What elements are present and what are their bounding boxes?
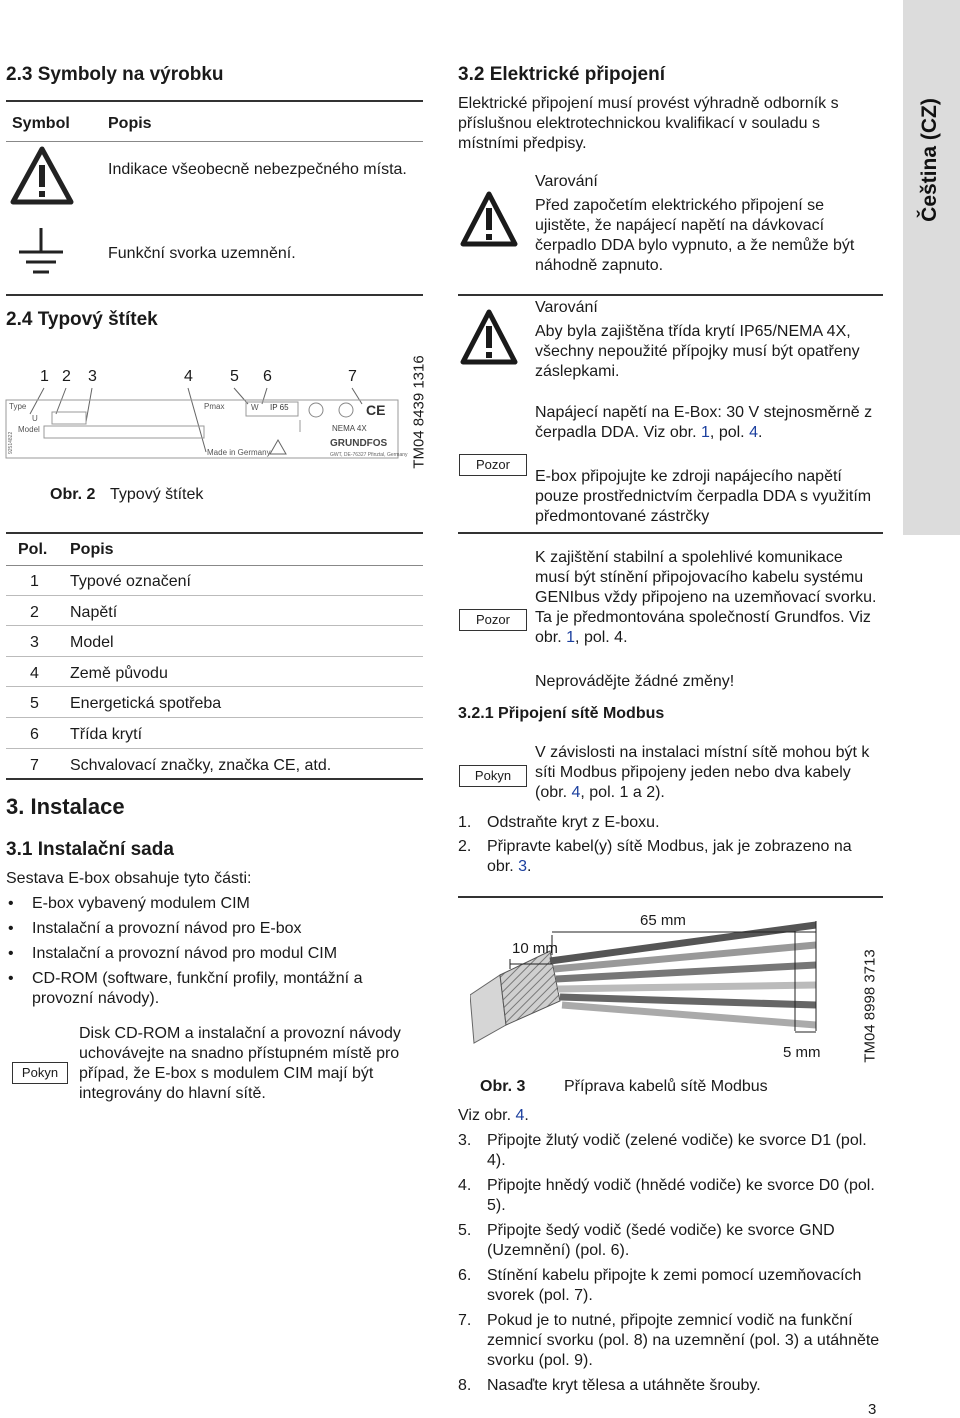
caution-label-1: Pozor: [459, 454, 527, 476]
table-row: [6, 749, 423, 781]
list-item: • E-box vybavený modulem CIM: [32, 894, 412, 914]
plate-brand-logo: GRUNDFOS: [330, 438, 388, 449]
see-figure-4: [458, 1106, 529, 1126]
row-text: Typové označení: [70, 573, 191, 590]
page-number: 3: [868, 1401, 877, 1418]
warning-icon-1: [459, 190, 519, 255]
electrical-intro: Elektrické připojení musí provést výhradně odborník s příslušnou elektrotechnickou kvalifikací v souladu s místními předpisy.: [458, 95, 839, 152]
row-number: 5: [30, 695, 39, 713]
list-item: [458, 1266, 882, 1306]
section-2-4-rule: [6, 294, 423, 296]
caution-1-text-c: .: [757, 424, 763, 441]
step-number: 7.: [458, 1312, 472, 1329]
caution-2-text-a: K zajištění stabilní a spolehlivé komunikace musí být stínění připojovacího kabelu systému GENIbus vždy připojeno na uzemňovací svorku. Ta je předmontována společností Grundfos. Viz obr.: [535, 549, 877, 646]
list-item: • CD-ROM (software, funkční profily, montážní a provozní návody).: [32, 969, 412, 1009]
figure-2-code: TM04 8439 1316: [410, 355, 428, 469]
caution-1-paragraph-2: E-box připojujte ke zdroji napájecího napětí pouze prostřednictvím čerpadla DDA s využitím předmontované zástrčky: [535, 468, 872, 525]
list-item: [458, 1376, 882, 1396]
warning-separator: [458, 294, 883, 296]
step-number: 2.: [458, 838, 472, 855]
figure-3-code: TM04 8998 3713: [861, 949, 879, 1063]
step-text: Odstraňte kryt z E-boxu.: [487, 814, 660, 831]
plate-made-label: Made in Germany: [207, 448, 271, 457]
table-row: [6, 565, 423, 596]
row-number: 7: [30, 756, 39, 774]
step-text: Pokud je to nutné, připojte zemnicí vodič na funkční zemnicí svorku (pol. 8) na uzemnění (pol. 3) a utáhněte svorku (pol. 9).: [487, 1312, 880, 1369]
figure-3-top-rule: [458, 896, 883, 898]
modbus-note: [535, 743, 880, 803]
warning-2-heading: Varování: [535, 299, 598, 316]
row-text: Energetická spotřeba: [70, 695, 222, 713]
modbus-note-text-a: V závislosti na instalaci místní sítě mohou být k síti Modbus připojeny jeden nebo dva kabely (obr.: [535, 744, 870, 801]
popis-column-header: Popis: [108, 115, 152, 132]
step-number: 1.: [458, 814, 472, 831]
table-row: [6, 657, 423, 688]
see-text: Viz obr.: [458, 1107, 516, 1124]
row-number: 4: [30, 664, 39, 682]
table-row: [6, 626, 423, 657]
figure-3-caption-label: Obr. 3: [480, 1078, 526, 1095]
language-tab-label: Čeština (CZ): [918, 98, 941, 222]
symbol-row-2-text: Funkční svorka uzemnění.: [108, 245, 296, 262]
caution-label-2: Pozor: [459, 609, 527, 631]
table-row: [6, 596, 423, 627]
symbol-column-header: Symbol: [12, 115, 70, 132]
section-3-2-1-title: 3.2.1 Připojení sítě Modbus: [458, 705, 665, 722]
plate-type-label: Type: [9, 402, 27, 411]
pos-popis-column-header: Popis: [70, 541, 114, 558]
plate-nema-label: NEMA 4X: [332, 424, 367, 433]
figure-3-caption-text: Příprava kabelů sítě Modbus: [564, 1078, 768, 1095]
plate-callout-5: 5: [230, 368, 239, 385]
list-item: [458, 1221, 882, 1261]
step-text: Nasaďte kryt tělesa a utáhněte šrouby.: [487, 1377, 761, 1394]
figure-1-link[interactable]: 1: [566, 629, 576, 646]
caution-2-paragraph-2: Neprovádějte žádné změny!: [535, 673, 735, 690]
note-label-pokyn: Pokyn: [12, 1062, 68, 1084]
table-row: [6, 718, 423, 749]
figure-3-link[interactable]: 3: [518, 858, 528, 875]
step-number: 8.: [458, 1377, 472, 1394]
list-item: • Instalační a provozní návod pro modul CIM: [32, 944, 412, 964]
list-item: [458, 837, 882, 877]
functional-earth-icon: [15, 226, 67, 281]
caution-1-paragraph-1: [535, 403, 880, 443]
caution-2-paragraph-1: [535, 548, 880, 648]
position-4-link[interactable]: 4: [749, 424, 758, 441]
row-number: 6: [30, 725, 39, 743]
plate-callout-6: 6: [263, 368, 272, 385]
row-number: 2: [30, 603, 39, 621]
step-number: 3.: [458, 1132, 472, 1149]
installation-kit-list: [32, 894, 412, 1014]
plate-callout-4: 4: [184, 368, 193, 385]
table-top-rule: [6, 100, 423, 102]
language-tab: [903, 0, 960, 535]
caution-1-text-b: , pol.: [709, 424, 750, 441]
row-text: Schvalovací značky, značka CE, atd.: [70, 756, 332, 774]
cable-drawing: [470, 905, 840, 1065]
plate-w-label: W: [251, 403, 259, 412]
figure-1-link[interactable]: 1: [701, 424, 710, 441]
list-item: [458, 1311, 882, 1371]
list-item: [458, 813, 882, 833]
section-2-3-title: 2.3 Symboly na výrobku: [6, 64, 224, 85]
figure-2-caption-text: Typový štítek: [110, 486, 204, 503]
plate-callout-2: 2: [62, 368, 71, 385]
section-2-4-title: 2.4 Typový štítek: [6, 309, 158, 330]
warning-1-text: Před započetím elektrického připojení se ujistěte, že napájecí napětí na dávkovací čerpadlo DDA bylo vypnuto, a že nemůže být náhodně zapnuto.: [535, 197, 855, 274]
plate-callout-1: 1: [40, 368, 49, 385]
pol-column-header: Pol.: [18, 541, 48, 558]
plate-ce-mark: CE: [366, 402, 386, 418]
table-header-rule: [6, 141, 423, 142]
list-item: [458, 1131, 882, 1171]
cd-rom-note-text: Disk CD-ROM a instalační a provozní návody uchovávejte na snadno přístupném místě pro případ, že E-box s modulem CIM mají být integrovány do hlavní sítě.: [79, 1025, 401, 1102]
pos-table-body: [6, 565, 423, 780]
step-text-end: .: [527, 858, 532, 875]
dimension-5mm: 5 mm: [783, 1044, 821, 1061]
symbol-row-1-text: Indikace všeobecně nebezpečného místa.: [108, 161, 407, 178]
step-text: Připojte hnědý vodič (hnědé vodiče) ke svorce D0 (pol. 5).: [487, 1177, 875, 1214]
plate-callout-7: 7: [348, 368, 357, 385]
steps-list-a: [458, 813, 882, 877]
pos-table-top-rule: [6, 532, 423, 534]
plate-model-label: Model: [18, 425, 40, 434]
step-text: Stínění kabelu připojte k zemi pomocí uzemňovacích svorek (pol. 7).: [487, 1267, 862, 1304]
installation-kit-intro: Sestava E-box obsahuje tyto části:: [6, 870, 252, 887]
section-3-1-title: 3.1 Instalační sada: [6, 839, 174, 860]
row-text: Model: [70, 634, 114, 652]
step-text: Připravte kabel(y) sítě Modbus, jak je zobrazeno na obr.: [487, 838, 852, 875]
list-item: [458, 1176, 882, 1216]
cable-preparation-figure: [470, 905, 840, 1065]
row-text: Napětí: [70, 603, 118, 621]
figure-4-link[interactable]: 4: [571, 784, 581, 801]
modbus-note-text-b: , pol. 1 a 2).: [580, 784, 665, 801]
step-text: Připojte šedý vodič (šedé vodiče) ke svorce GND (Uzemnění) (pol. 6).: [487, 1222, 835, 1259]
step-number: 5.: [458, 1222, 472, 1239]
plate-u-label: U: [32, 414, 38, 423]
plate-side-code: 92514822: [8, 431, 14, 454]
step-number: 4.: [458, 1177, 472, 1194]
warning-icon-2: [459, 308, 519, 373]
figure-4-link[interactable]: 4: [515, 1107, 525, 1124]
note-label-pokyn-2: Pokyn: [459, 765, 527, 787]
plate-pmax-label: Pmax: [204, 402, 225, 411]
caution-2-text-b: , pol. 4.: [575, 629, 628, 646]
table-row: [6, 687, 423, 718]
warning-triangle-icon: [9, 145, 75, 212]
warning-1-heading: Varování: [535, 173, 598, 190]
section-3-2-title: 3.2 Elektrické připojení: [458, 64, 665, 85]
row-text: Země původu: [70, 664, 168, 682]
row-text: Třída krytí: [70, 725, 143, 743]
plate-address: GWT, DE-76327 Pfinztal, Germany: [330, 452, 408, 458]
dimension-65mm: 65 mm: [640, 912, 686, 929]
steps-list-b: [458, 1131, 882, 1396]
dimension-10mm: 10 mm: [512, 940, 558, 957]
type-plate-figure: [0, 362, 410, 472]
plate-ip-label: IP 65: [270, 403, 289, 412]
step-number: 6.: [458, 1267, 472, 1284]
see-text-end: .: [524, 1107, 529, 1124]
step-text: Připojte žlutý vodič (zelené vodiče) ke svorce D1 (pol. 4).: [487, 1132, 867, 1169]
caution-1-text-a: Napájecí napětí na E-Box: 30 V stejnosměrně z čerpadla DDA. Viz obr.: [535, 404, 873, 441]
section-3-title: 3. Instalace: [6, 794, 125, 819]
row-number: 3: [30, 634, 39, 652]
list-item: • Instalační a provozní návod pro E-box: [32, 919, 412, 939]
figure-2-caption-label: Obr. 2: [50, 486, 96, 503]
row-number: 1: [30, 573, 39, 590]
caution-separator: [458, 532, 883, 534]
plate-callout-3: 3: [88, 368, 97, 385]
warning-2-text: Aby byla zajištěna třída krytí IP65/NEMA 4X, všechny nepoužité přípojky musí být opatřeny záslepkami.: [535, 323, 860, 380]
